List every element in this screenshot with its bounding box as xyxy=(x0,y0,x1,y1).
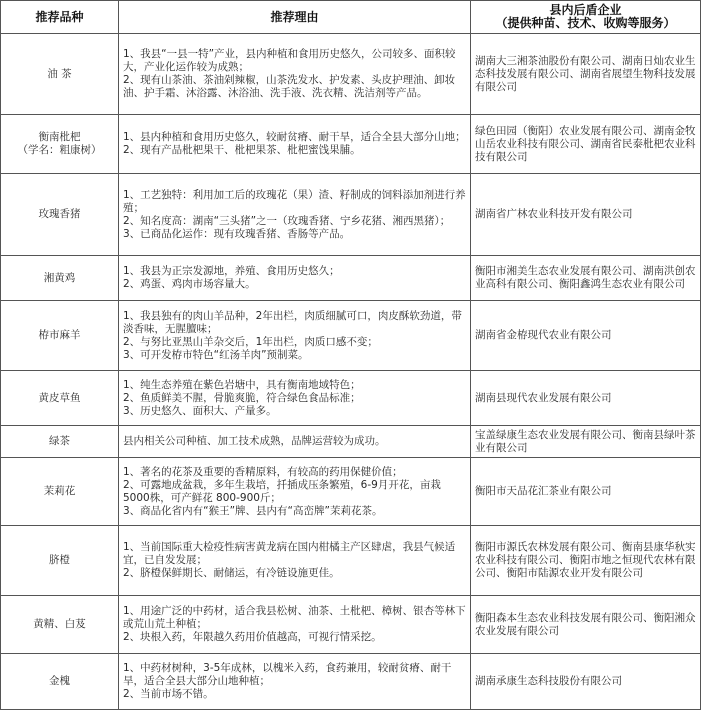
reason-cell xyxy=(119,301,471,371)
reason-line: 1、我县“一县一特”产业，县内种植和食用历史悠久，公司较多、面积较大，产业化运作较为成熟； 2、现有山茶油、茶油剁辣椒，山茶洗发水、护发素、头皮护理油、卸妆油、护手霜、沐浴露、沐浴油、洗手液、洗衣精、洗洁剂等产品。 xyxy=(123,48,456,99)
reason-line: 1、我县独有的肉山羊品种，2年出栏，肉质细腻可口，肉皮酥软劲道，带淡香味，无腥膻味； 2、与努比亚黑山羊杂交后，1年出栏，肉质口感不变； 3、可开发栫市特色“红汤羊肉”预制菜。 xyxy=(123,309,462,361)
reason-cell xyxy=(119,654,471,710)
variety-cell: 茉莉花 xyxy=(1,458,119,526)
reason-line: 县内相关公司种植、加工技术成熟，品牌运营较为成功。 xyxy=(123,435,386,447)
variety-cell: 黄皮草鱼 xyxy=(1,371,119,426)
table-row xyxy=(1,115,701,174)
company-cell: 湖南大三湘茶油股份有限公司、湖南日灿农业生态科技发展有限公司、湖南省展望生物科技发展有限公司 xyxy=(471,34,701,115)
reason-line: 1、工艺独特：利用加工后的玫瑰花（果）渣、籽制成的饲料添加剂进行养殖； 2、知名度高：湖南“三头猪”之一（玫瑰香猪、宁乡花猪、湘西黑猪）； 3、已商品化运作：现有玫瑰香猪、香肠等产品。 xyxy=(123,188,466,240)
header-row xyxy=(1,1,701,34)
reason-line: 1、用途广泛的中药材，适合我县松树、油茶、土枇杷、樟树、银杏等林下或荒山荒土种植； 2、块根入药，年限越久药用价值越高，可视行情采挖。 xyxy=(123,605,466,643)
variety-cell: 脐橙 xyxy=(1,526,119,596)
table-row xyxy=(1,526,701,596)
variety-cell: 油 茶 xyxy=(1,34,119,115)
variety-cell: 绿茶 xyxy=(1,426,119,458)
company-cell: 绿色田园（衡阳）农业发展有限公司、湖南金牧山岳农业科技有限公司、湖南省民泰枇杷农业科技有限公司 xyxy=(471,115,701,174)
table-row xyxy=(1,371,701,426)
header-company-line1: 县内后盾企业 xyxy=(549,3,622,17)
reason-line: 1、著名的花茶及重要的香精原料，有较高的药用保健价值； 2、可露地成盆栽，多年生栽培，扦插成压条繁殖，6-9月开花，亩栽5000株，可产鲜花 800-900斤； 3、商品化省内有“猴王”牌、县内有“高峦牌”茉莉花茶。 xyxy=(123,465,441,517)
reason-cell xyxy=(119,426,471,458)
company-cell: 湖南承康生态科技股份有限公司 xyxy=(471,654,701,710)
table-row xyxy=(1,654,701,710)
table-row xyxy=(1,458,701,526)
variety-scientific-name: （学名：粗康树） xyxy=(17,144,102,156)
reason-cell xyxy=(119,596,471,654)
company-cell: 衡阳市天品花汇茶业有限公司 xyxy=(471,458,701,526)
table-row xyxy=(1,301,701,371)
reason-cell xyxy=(119,34,471,115)
company-cell: 湖南省广林农业科技开发有限公司 xyxy=(471,174,701,256)
header-company-line2: （提供种苗、技术、收购等服务） xyxy=(495,16,676,30)
variety-cell: 玫瑰香猪 xyxy=(1,174,119,256)
reason-cell xyxy=(119,371,471,426)
header-variety: 推荐品种 xyxy=(1,1,119,34)
reason-line: 1、当前国际重大检疫性病害黄龙病在国内柑橘主产区肆虐，我县气候适宜，已自发发展； 2、脐橙保鲜期长、耐储运，有冷链设施更佳。 xyxy=(123,541,456,579)
header-reason: 推荐理由 xyxy=(119,1,471,34)
company-cell: 湖南县现代农业发展有限公司 xyxy=(471,371,701,426)
reason-line: 1、纯生态养殖在紫色岩塘中，具有衡南地域特色； 2、鱼质鲜美不腥，骨脆爽脆，符合绿色食品标准； 3、历史悠久、面积大、产量多。 xyxy=(123,378,361,417)
company-cell: 宝盖绿康生态农业发展有限公司、衡南县绿叶茶业有限公司 xyxy=(471,426,701,458)
header-company xyxy=(471,1,701,34)
company-cell: 衡阳市源氏农林发展有限公司、衡南县康华秋实农业科技有限公司、衡阳市地之恒现代农林有限公司、衡阳市陆源农业开发有限公司 xyxy=(471,526,701,596)
table-row xyxy=(1,426,701,458)
variety-cell: 栫市麻羊 xyxy=(1,301,119,371)
table-row xyxy=(1,34,701,115)
table-row xyxy=(1,596,701,654)
variety-cell: 湘黄鸡 xyxy=(1,256,119,301)
variety-cell: 黄精、白芨 xyxy=(1,596,119,654)
reason-line: 1、我县为正宗发源地，养殖、食用历史悠久； 2、鸡蛋、鸡肉市场容量大。 xyxy=(123,265,340,290)
variety-cell xyxy=(1,115,119,174)
reason-cell xyxy=(119,526,471,596)
reason-line: 1、县内种植和食用历史悠久，较耐贫瘠、耐干旱，适合全县大部分山地； 2、现有产品枇杷果干、枇杷果茶、枇杷蜜饯果脯。 xyxy=(123,131,466,156)
variety-name: 衡南枇杷 xyxy=(38,131,81,143)
reason-line: 1、中药材树种，3-5年成林，以槐米入药，食药兼用，较耐贫瘠、耐干旱，适合全县大部分山地种植； 2、当前市场不错。 xyxy=(123,662,452,700)
reason-cell xyxy=(119,174,471,256)
reason-cell xyxy=(119,256,471,301)
company-cell: 湖南省金栫现代农业有限公司 xyxy=(471,301,701,371)
company-cell: 衡阳市湘美生态农业发展有限公司、湖南洪创农业高科有限公司、衡阳鑫鸿生态农业有限公司 xyxy=(471,256,701,301)
reason-cell xyxy=(119,458,471,526)
variety-cell: 金槐 xyxy=(1,654,119,710)
table-row xyxy=(1,174,701,256)
reason-cell xyxy=(119,115,471,174)
table-row xyxy=(1,256,701,301)
company-cell: 衡阳森本生态农业科技发展有限公司、衡阳湘众农业发展有限公司 xyxy=(471,596,701,654)
